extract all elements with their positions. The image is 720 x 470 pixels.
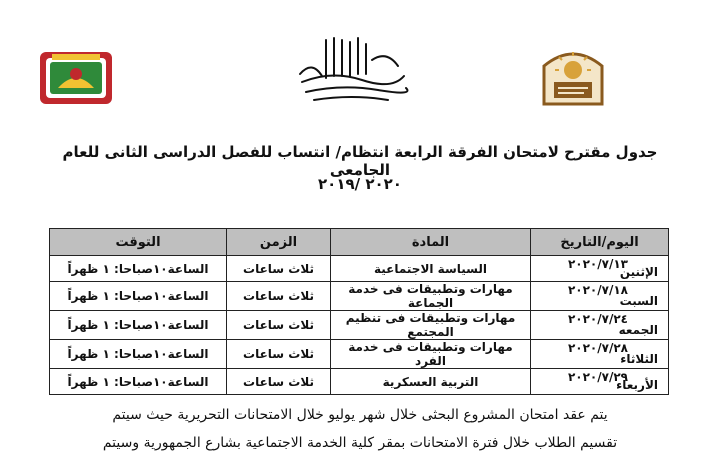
day-date-cell: [531, 369, 669, 395]
faculty-logo-icon: [38, 50, 114, 106]
subject-cell: التربية العسكرية: [331, 369, 531, 395]
subject-cell: مهارات وتطبيقات فى خدمة الجماعة: [331, 282, 531, 311]
notes-paragraph-line: تقسيم الطلاب خلال فترة الامتحانات بمقر كلية الخدمة الاجتماعية بشارع الجمهورية وسيتم: [102, 435, 618, 451]
schedule-title: جدول مقترح لامتحان الفرقة الرابعة انتظام/ انتساب للفصل الدراسى الثانى للعام الجامعى: [62, 143, 658, 179]
time-cell: الساعة١٠صباحا: ١ ظهراً: [50, 369, 227, 395]
exam-schedule-table: [49, 228, 668, 395]
exam-date: ٢٠٢٠/٧/٢٨: [567, 341, 628, 355]
header-duration: الزمن: [227, 229, 331, 256]
subject-cell: مهارات وتطبيقات فى خدمة الفرد: [331, 340, 531, 369]
academic-year: ٢٠٢٠ /٢٠١٩: [318, 175, 402, 193]
time-cell: الساعة١٠صباحا: ١ ظهراً: [50, 282, 227, 311]
duration-cell: ثلاث ساعات: [227, 340, 331, 369]
exam-day: السبت: [619, 294, 658, 308]
table-row: [50, 282, 669, 311]
exam-day: الجمعه: [618, 323, 658, 337]
table-row: [50, 340, 669, 369]
table-row: [50, 369, 669, 395]
day-date-cell: [531, 256, 669, 282]
table-row: [50, 311, 669, 340]
table-header-row: [50, 229, 669, 256]
duration-cell: ثلاث ساعات: [227, 369, 331, 395]
exam-day: الإثنين: [619, 265, 658, 279]
exam-date: ٢٠٢٠/٧/١٣: [567, 257, 628, 271]
basmala-calligraphy-icon: [292, 30, 412, 110]
time-cell: الساعة١٠صباحا: ١ ظهراً: [50, 256, 227, 282]
day-date-cell: [531, 340, 669, 369]
day-date-cell: [531, 311, 669, 340]
header-time: التوقت: [50, 229, 227, 256]
exam-day: الثلاثاء: [620, 352, 658, 366]
subject-cell: مهارات وتطبيقات فى تنظيم المجتمع: [331, 311, 531, 340]
subject-cell: السياسة الاجتماعية: [331, 256, 531, 282]
exam-date: ٢٠٢٠/٧/٢٤: [567, 312, 628, 326]
exam-day: الأربعاء: [616, 378, 658, 392]
table-row: [50, 256, 669, 282]
header-day-date: اليوم/التاريخ: [531, 229, 669, 256]
duration-cell: ثلاث ساعات: [227, 311, 331, 340]
exam-date: ٢٠٢٠/٧/٢٩: [567, 370, 628, 384]
university-logo-icon: [540, 46, 606, 108]
time-cell: الساعة١٠صباحا: ١ ظهراً: [50, 340, 227, 369]
day-date-cell: [531, 282, 669, 311]
time-cell: الساعة١٠صباحا: ١ ظهراً: [50, 311, 227, 340]
exam-date: ٢٠٢٠/٧/١٨: [567, 283, 628, 297]
notes-paragraph-line: يتم عقد امتحان المشروع البحثى خلال شهر يوليو خلال الامتحانات التحريرية حيث سيتم: [112, 407, 608, 423]
duration-cell: ثلاث ساعات: [227, 256, 331, 282]
header-subject: المادة: [331, 229, 531, 256]
duration-cell: ثلاث ساعات: [227, 282, 331, 311]
